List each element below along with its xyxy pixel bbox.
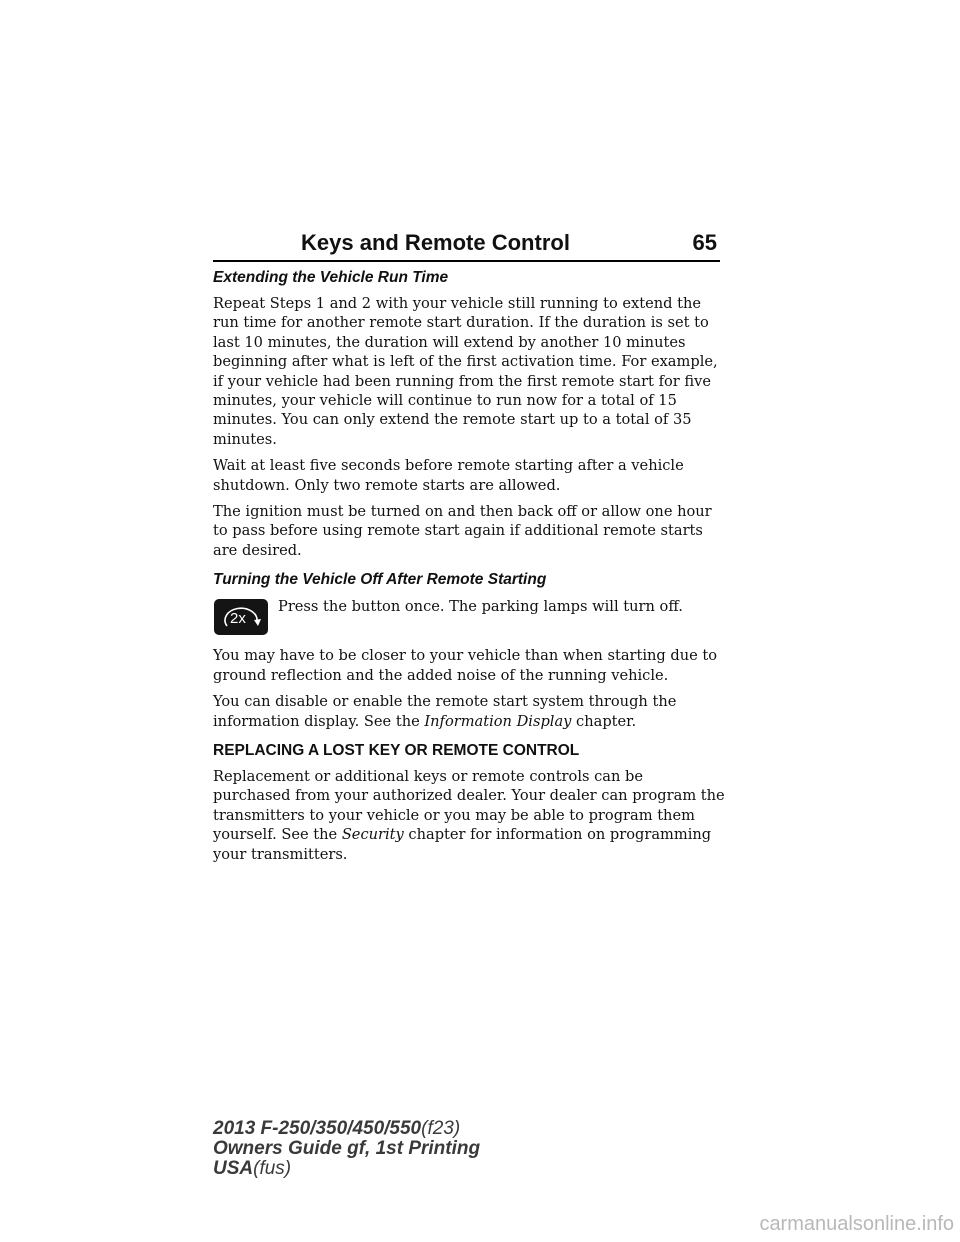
heading-replacing-key: REPLACING A LOST KEY OR REMOTE CONTROL [213, 741, 580, 759]
footer-line-guide [213, 1139, 480, 1159]
paragraph-closer-to-vehicle: You may have to be closer to your vehicle than when starting due to ground reflection and the added noise of the running vehicle. [213, 647, 718, 684]
paragraph-replacement-keys [213, 767, 725, 864]
chapter-title: Keys and Remote Control [301, 230, 570, 255]
disable-enable-tail: chapter. [571, 712, 637, 730]
subheading-turning-off: Turning the Vehicle Off After Remote Starting [213, 571, 547, 589]
paragraph-wait-seconds: Wait at least five seconds before remote starting after a vehicle shutdown. Only two remote starts are allowed. [213, 457, 684, 494]
footer-market: USA [213, 1158, 254, 1179]
subheading-extending-run-time: Extending the Vehicle Run Time [213, 269, 449, 286]
page-number: 65 [692, 230, 717, 255]
security-reference: Security [341, 826, 404, 844]
paragraph-ignition: The ignition must be turned on and then back off or allow one hour to pass before using remote start again if additional remote starts are desired. [213, 503, 712, 559]
replacement-text: Replacement or additional keys or remote controls can be purchased from your authorized dealer. Your dealer can program the transmitters to your vehicle or you may be able to program them yourself. See the [213, 767, 725, 844]
information-display-reference: Information Display [424, 712, 572, 730]
document-footer [213, 1119, 480, 1179]
replacement-tail: chapter for information on programming your transmitters. [213, 826, 712, 863]
remote-start-button-icon [214, 599, 268, 635]
footer-line-model [213, 1119, 480, 1139]
press-button-text: Press the button once. The parking lamps will turn off. [278, 598, 683, 616]
footer-model-code: (f23) [421, 1118, 461, 1139]
footer-line-market [213, 1159, 480, 1179]
site-watermark: carmanualsonline.info [759, 1213, 954, 1235]
remote-button-instruction [213, 596, 725, 636]
page-content [213, 268, 725, 871]
paragraph-disable-enable [213, 692, 725, 731]
footer-guide: Owners Guide gf, 1st Printing [213, 1138, 481, 1159]
footer-model: 2013 F-250/350/450/550 [213, 1118, 422, 1139]
footer-market-code: (fus) [253, 1158, 292, 1179]
remote-button-label: 2x [230, 610, 246, 628]
page-header [213, 226, 720, 262]
paragraph-extend-run-time: Repeat Steps 1 and 2 with your vehicle still running to extend the run time for another remote start duration. If the duration is set to last 10 minutes, the duration will extend by another 10 minutes beginning after what is left of the first activation time. For example, if your vehicle had been running from the first remote start for five minutes, your vehicle will continue to run now for a total of 15 minutes. You can only extend the remote start up to a total of 35 minutes. [213, 295, 718, 448]
remote-start-2x-arrow-icon [214, 599, 268, 635]
disable-enable-text: You can disable or enable the remote start system through the information display. See the [213, 693, 677, 730]
